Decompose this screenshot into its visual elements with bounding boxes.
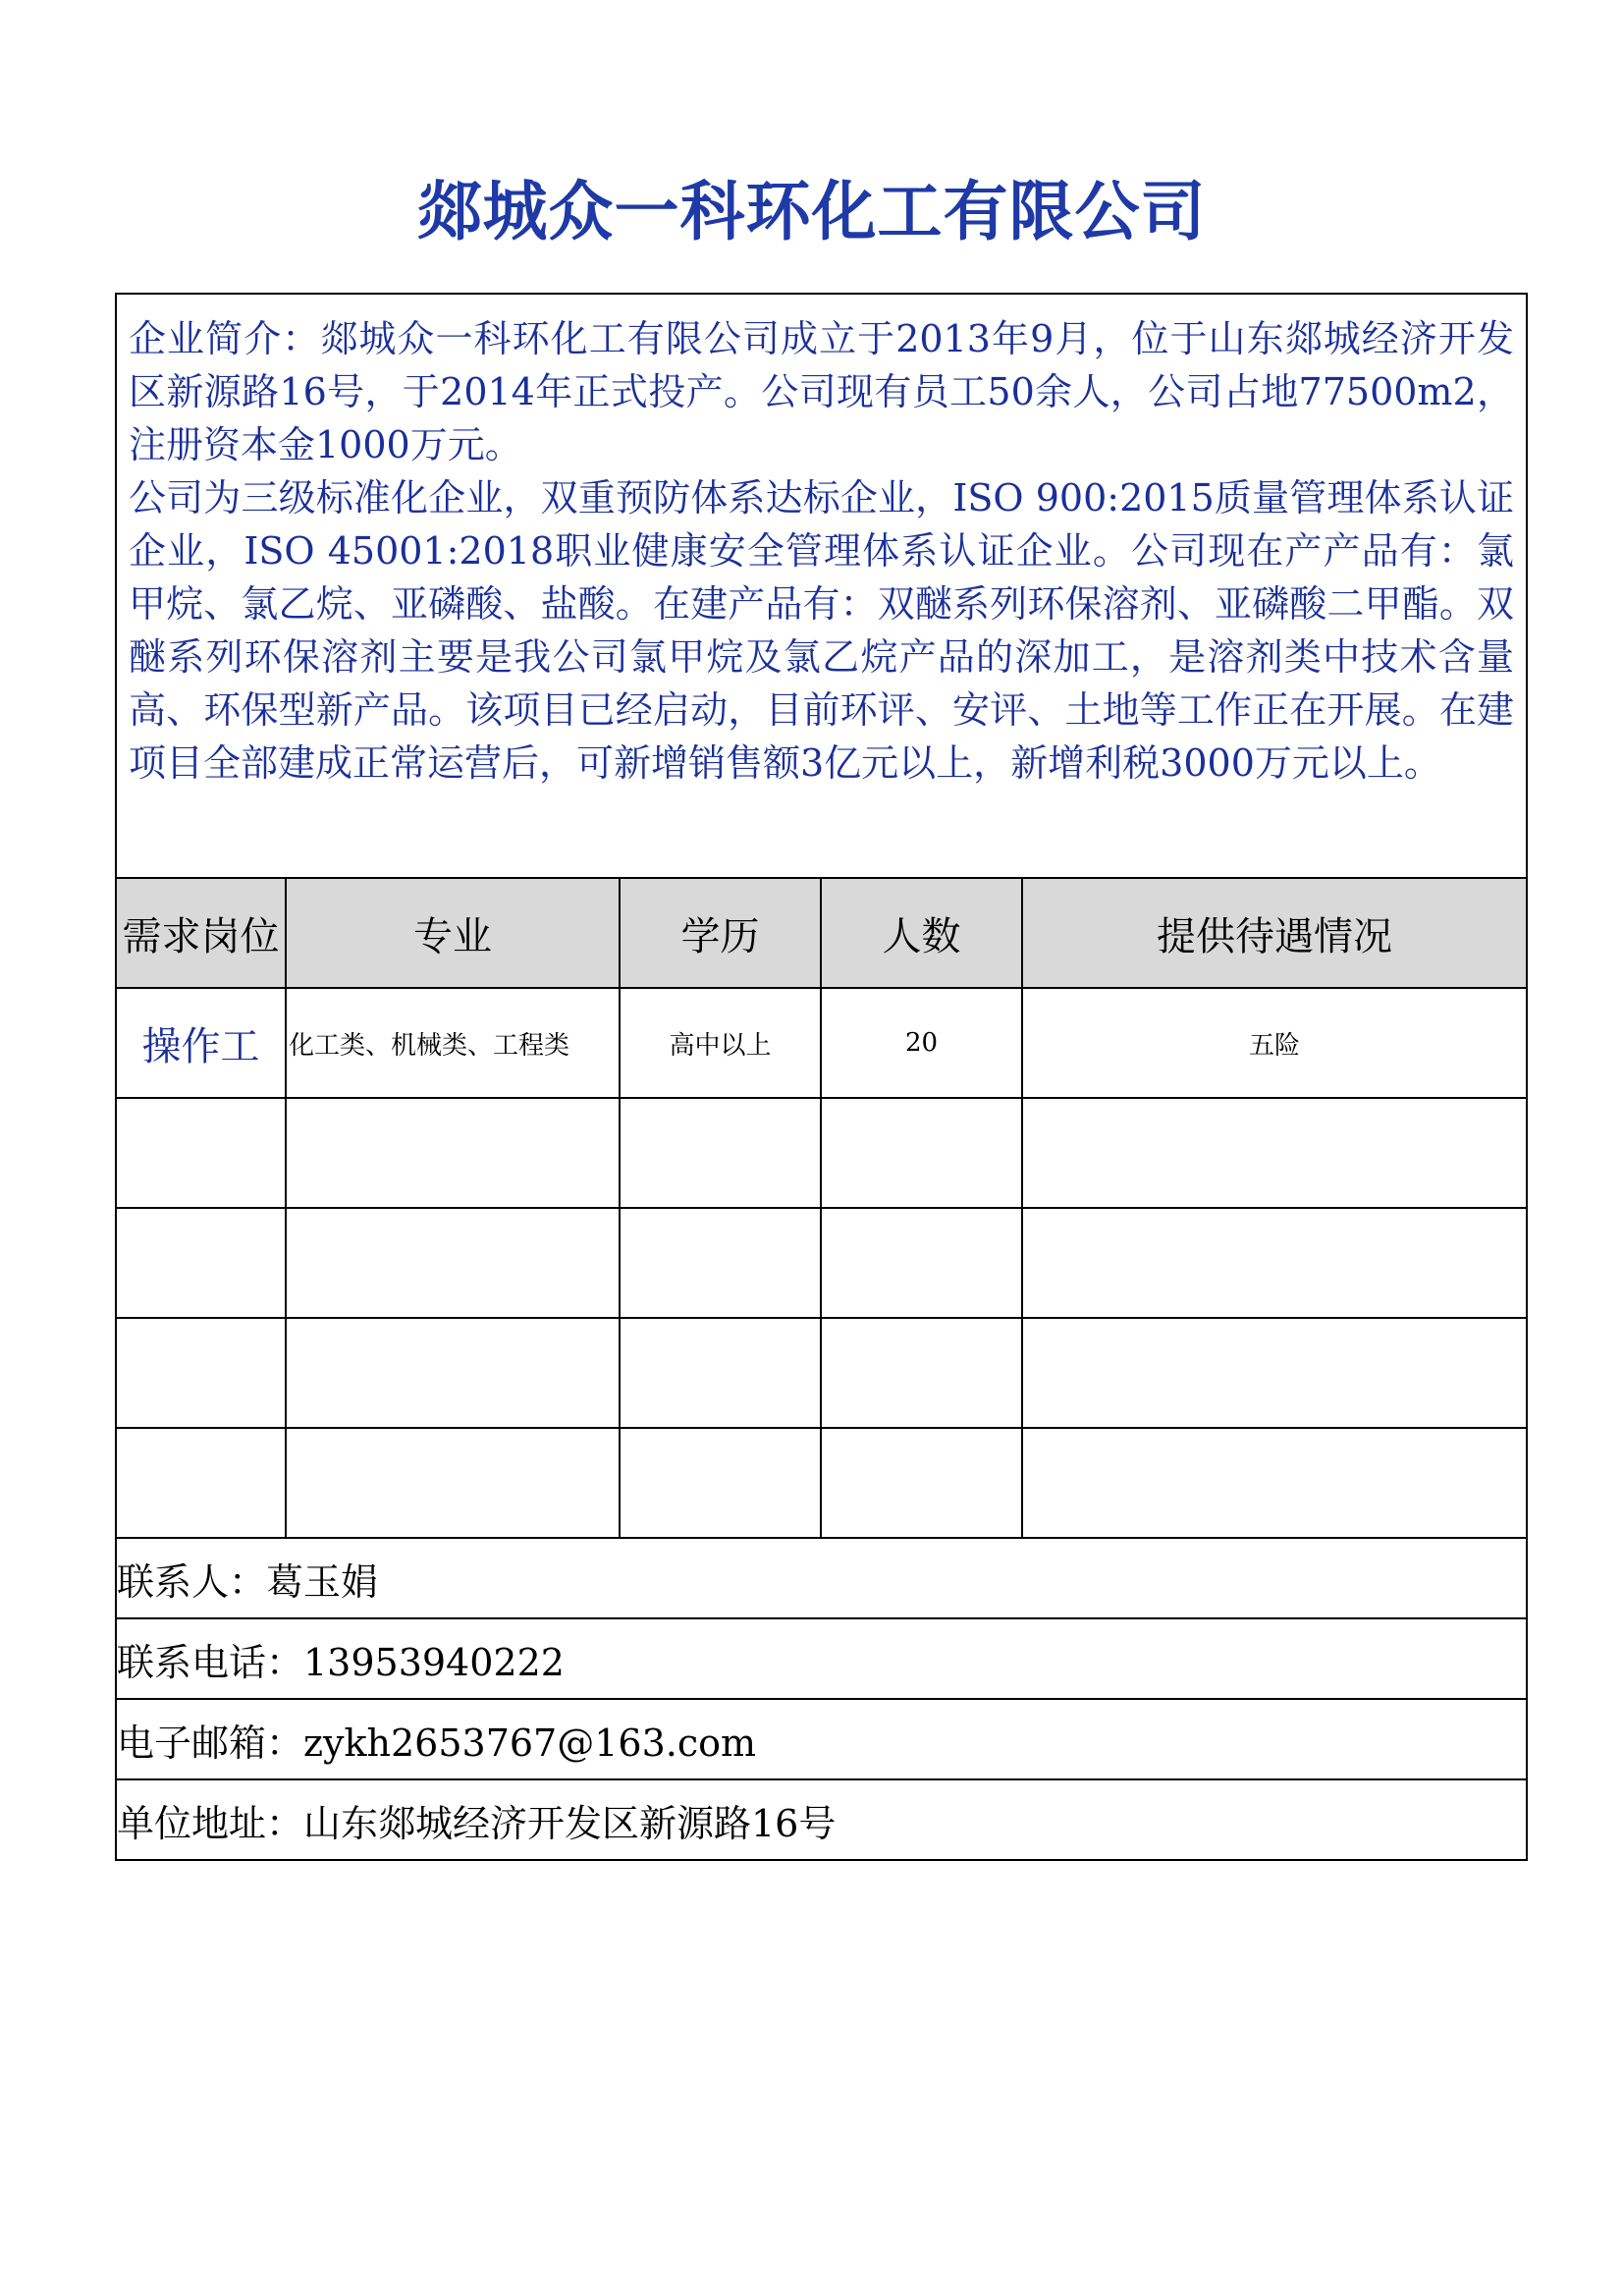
cell-position bbox=[116, 1208, 286, 1318]
cell-benefits bbox=[1022, 1428, 1527, 1538]
cell-position: 操作工 bbox=[116, 988, 286, 1098]
contact-email: 电子邮箱：zykh2653767@163.com bbox=[116, 1699, 1527, 1779]
header-benefits: 提供待遇情况 bbox=[1022, 878, 1527, 988]
contact-address: 单位地址：山东郯城经济开发区新源路16号 bbox=[116, 1779, 1527, 1860]
table-header-row bbox=[116, 878, 1527, 988]
contact-person-row bbox=[116, 1538, 1527, 1618]
cell-benefits: 五险 bbox=[1022, 988, 1527, 1098]
cell-position bbox=[116, 1098, 286, 1208]
cell-major: 化工类、机械类、工程类 bbox=[286, 988, 620, 1098]
header-education: 学历 bbox=[620, 878, 821, 988]
cell-education: 高中以上 bbox=[620, 988, 821, 1098]
contact-person: 联系人：葛玉娟 bbox=[116, 1538, 1527, 1618]
cell-major bbox=[286, 1098, 620, 1208]
cell-headcount: 20 bbox=[821, 988, 1022, 1098]
table-row bbox=[116, 1098, 1527, 1208]
cell-education bbox=[620, 1098, 821, 1208]
cell-major bbox=[286, 1208, 620, 1318]
table-row bbox=[116, 1428, 1527, 1538]
cell-education bbox=[620, 1208, 821, 1318]
company-title: 郯城众一科环化工有限公司 bbox=[416, 173, 1207, 249]
cell-headcount bbox=[821, 1208, 1022, 1318]
intro-paragraph-1: 企业简介：郯城众一科环化工有限公司成立于2013年9月，位于山东郯城经济开发区新源路16号，于2014年正式投产。公司现有员工50余人，公司占地77500m2，注册资本金1000万元。 bbox=[129, 317, 1514, 466]
company-intro bbox=[116, 294, 1527, 878]
intro-row bbox=[116, 294, 1527, 878]
cell-headcount bbox=[821, 1318, 1022, 1428]
intro-paragraph-2: 公司为三级标准化企业，双重预防体系达标企业，ISO 900:2015质量管理体系认证企业，ISO 45001:2018职业健康安全管理体系认证企业。公司现在产产品有：氯甲烷、氯乙烷、亚磷酸、盐酸。在建产品有：双醚系列环保溶剂、亚磷酸二甲酯。双醚系列环保溶剂主要是我公司氯甲烷及氯乙烷产品的深加工，是溶剂类中技术含量高、环保型新产品。该项目已经启动，目前环评、安评、土地等工作正在开展。在建项目全部建成正常运营后，可新增销售额3亿元以上，新增利税3000万元以上。 bbox=[129, 476, 1514, 785]
header-position: 需求岗位 bbox=[116, 878, 286, 988]
contact-email-row bbox=[116, 1699, 1527, 1779]
contact-address-row bbox=[116, 1779, 1527, 1860]
cell-major bbox=[286, 1318, 620, 1428]
cell-major bbox=[286, 1428, 620, 1538]
cell-benefits bbox=[1022, 1318, 1527, 1428]
header-headcount: 人数 bbox=[821, 878, 1022, 988]
cell-benefits bbox=[1022, 1208, 1527, 1318]
table-row bbox=[116, 1318, 1527, 1428]
recruitment-table bbox=[115, 293, 1528, 1861]
cell-position bbox=[116, 1318, 286, 1428]
cell-education bbox=[620, 1318, 821, 1428]
cell-headcount bbox=[821, 1098, 1022, 1208]
cell-benefits bbox=[1022, 1098, 1527, 1208]
cell-position bbox=[116, 1428, 286, 1538]
cell-education bbox=[620, 1428, 821, 1538]
contact-phone-row bbox=[116, 1618, 1527, 1699]
header-major: 专业 bbox=[286, 878, 620, 988]
cell-headcount bbox=[821, 1428, 1022, 1538]
contact-phone: 联系电话：13953940222 bbox=[116, 1618, 1527, 1699]
table-row bbox=[116, 988, 1527, 1098]
table-row bbox=[116, 1208, 1527, 1318]
